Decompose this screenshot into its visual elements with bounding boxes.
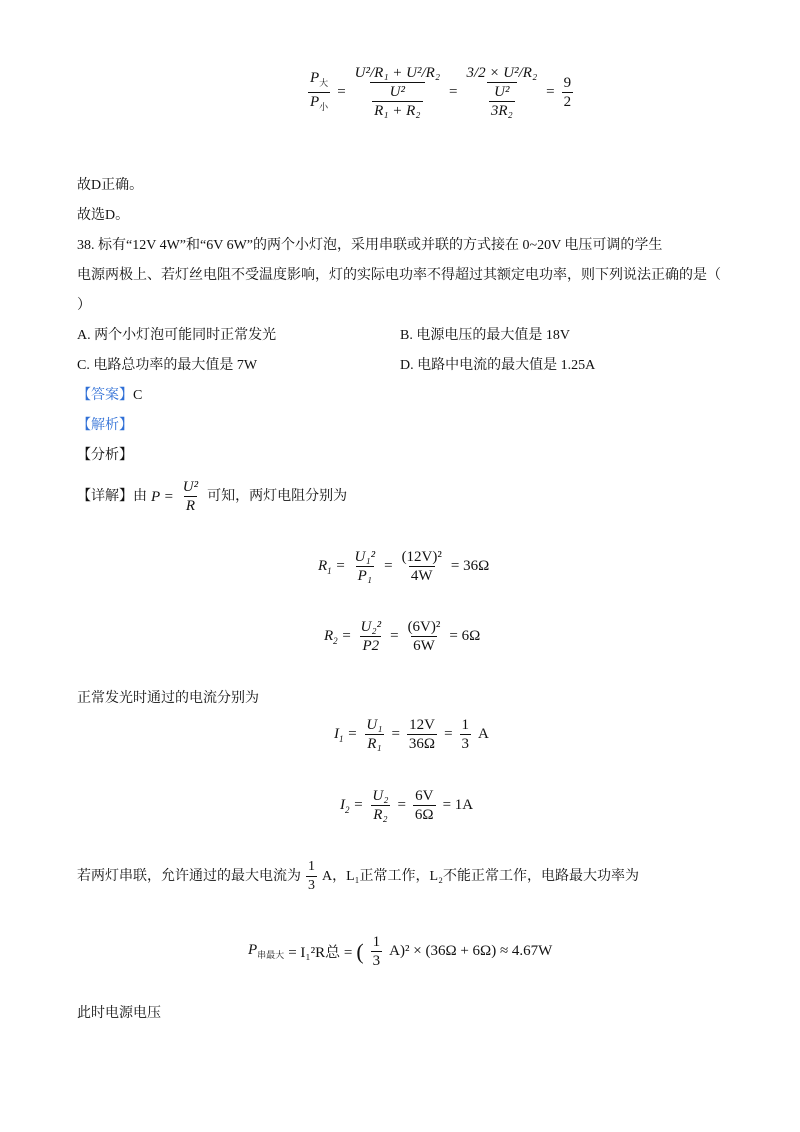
ratio-result-den: 2	[563, 93, 572, 110]
series-line	[77, 858, 639, 895]
option-c: C. 电路总功率的最大值是 7W	[77, 358, 258, 373]
pmax-sub: 串最大	[257, 950, 285, 960]
r2-mid-den: 6W	[413, 638, 435, 654]
ratio-mid2-coef: 3/2	[466, 65, 486, 81]
i1-mid-num: 12V	[409, 717, 435, 733]
plus-sign: +	[392, 65, 403, 81]
i2-result: = 1A	[442, 797, 474, 813]
detail-line	[77, 478, 347, 515]
i1-num: U₁	[366, 717, 383, 733]
ratio-mid	[353, 64, 442, 120]
fenxi-tag: 【分析】	[77, 448, 133, 463]
i1-equation: $I_1$ = $\frac{\text{U₁}}{\text{R₁}}$ = $\frac{12V}{36\Omega}$ = $\frac{1}{3}$ A	[334, 717, 489, 752]
p-large-sub: 大	[319, 77, 329, 88]
p-small: P	[310, 93, 320, 110]
ratio-mid-den-num: U²	[389, 84, 405, 100]
i1-mid-den: 36Ω	[408, 736, 436, 752]
ratio-mid-den-den: R₁ + R₂	[374, 103, 421, 119]
i1-res-den: 3	[461, 736, 470, 752]
detail-tag: 【详解】由	[77, 488, 147, 504]
answer-tag: 【答案】	[77, 388, 133, 403]
series-pre: 若两灯串联，允许通过的最大电流为	[77, 868, 301, 884]
pmax-mid: = I₁²R总 =	[288, 945, 353, 961]
r1-mid-num: (12V)²	[401, 549, 442, 565]
p-small-sub: 小	[319, 101, 329, 112]
normal-current-line: 正常发光时通过的电流分别为	[77, 691, 259, 706]
i2-mid-den: 6Ω	[414, 807, 434, 823]
r2-equation: $R_2$ = $\frac{\text{U₂²}}{P2}$ = $\frac{\text{(6V)²}}{6W}$ = 6Ω	[324, 619, 481, 654]
pmax-tail: A)² × (36Ω + 6Ω) ≈ 4.67W	[389, 943, 553, 959]
times-sign: ×	[489, 65, 500, 81]
r2-den: P2	[362, 638, 380, 654]
series-frac-num: 1	[308, 859, 315, 874]
pmax-frac-num: 1	[372, 934, 381, 950]
answer-value: C	[133, 388, 143, 403]
ratio-mid-term-a: U²/R₁	[354, 65, 389, 81]
r1-num: U₁²	[354, 549, 376, 565]
ratio-mid-term-b: U²/R₂	[406, 65, 441, 81]
supply-voltage-line: 此时电源电压	[77, 1006, 161, 1021]
i2-equation: $I_2$ = $\frac{\text{U₂}}{\text{R₂}}$ = $\frac{6V}{6\Omega}$ = 1A	[340, 788, 474, 823]
series-frac	[306, 858, 317, 895]
p-large: P	[310, 69, 320, 86]
series-post: A，L₁正常工作，L₂不能正常工作，电路最大功率为	[322, 868, 639, 884]
p-symbol: P =	[151, 488, 174, 505]
ratio-mid2-den-num: U²	[494, 84, 510, 100]
ratio-result-num: 9	[563, 74, 572, 91]
option-d: D. 电路中电流的最大值是 1.25A	[400, 358, 596, 373]
ratio-mid2-term: U²/R₂	[503, 65, 538, 81]
answer-line	[77, 387, 142, 405]
pmax-equation: $P_{串最大}$ = I₁²R总 = ( $\frac{1}{3}$ A)² × (36Ω + 6Ω) ≈ 4.67W	[248, 934, 553, 969]
r1-equation: $R_1$ = $\frac{\text{U₁²}}{\text{P₁}}$ = $\frac{\text{(12V)²}}{4W}$ = 36Ω	[318, 549, 490, 584]
series-frac-den: 3	[308, 878, 315, 893]
i1-res-num: 1	[461, 717, 470, 733]
power-ratio-equation: $\frac{P_大}{P_小}$ = $\frac{\text{U²/R₁ + U²/R₂}}{\frac{\text{U²}}{\text{R₁ + R₂}}}$ = $\frac{\text{3/2 × U²/R₂}}{\frac{\text{U²}}{\text{3R₂}}}$ = $\frac{9}{2}$	[310, 65, 572, 119]
detail-rest: 可知，两灯电阻分别为	[207, 488, 348, 504]
option-a: A. 两个小灯泡可能同时正常发光	[77, 328, 277, 343]
i2-den: R₂	[373, 807, 388, 823]
r1-den: P₁	[357, 568, 373, 584]
question-38-line3: ）	[77, 298, 91, 313]
choose-d-line: 故选D。	[77, 208, 130, 223]
r2-result: = 6Ω	[449, 628, 481, 644]
p-formula-den: R	[185, 498, 196, 514]
ratio-result	[562, 74, 574, 111]
r1-result: = 36Ω	[450, 558, 490, 574]
question-38-line1: 38. 标有“12V 4W”和“6V 6W”的两个小灯泡，采用串联或并联的方式接在 0~20V 电压可调的学生	[77, 238, 663, 253]
i2-mid-num: 6V	[415, 788, 434, 804]
analysis-tag: 【解析】	[77, 418, 133, 433]
question-38-line2: 电源两极上、若灯丝电阻不受温度影响，灯的实际电功率不得超过其额定电功率，则下列说法正确的是（	[77, 268, 721, 283]
pmax-symbol: P	[248, 942, 258, 958]
r2-mid-num: (6V)²	[407, 619, 441, 635]
p-formula	[181, 478, 200, 515]
r2-num: U₂²	[360, 619, 382, 635]
d-correct-line: 故D正确。	[77, 178, 144, 193]
i1-den: R₁	[367, 736, 382, 752]
ratio-mid2	[465, 64, 540, 120]
r1-mid-den: 4W	[410, 568, 433, 584]
i1-unit: A	[478, 726, 489, 742]
i2-num: U₂	[372, 788, 389, 804]
ratio-mid2-den-den: 3R₂	[490, 103, 513, 119]
pmax-frac-den: 3	[372, 953, 381, 969]
ratio-lhs	[308, 69, 330, 116]
option-b: B. 电源电压的最大值是 18V	[400, 328, 570, 343]
p-formula-num: U²	[182, 479, 199, 495]
